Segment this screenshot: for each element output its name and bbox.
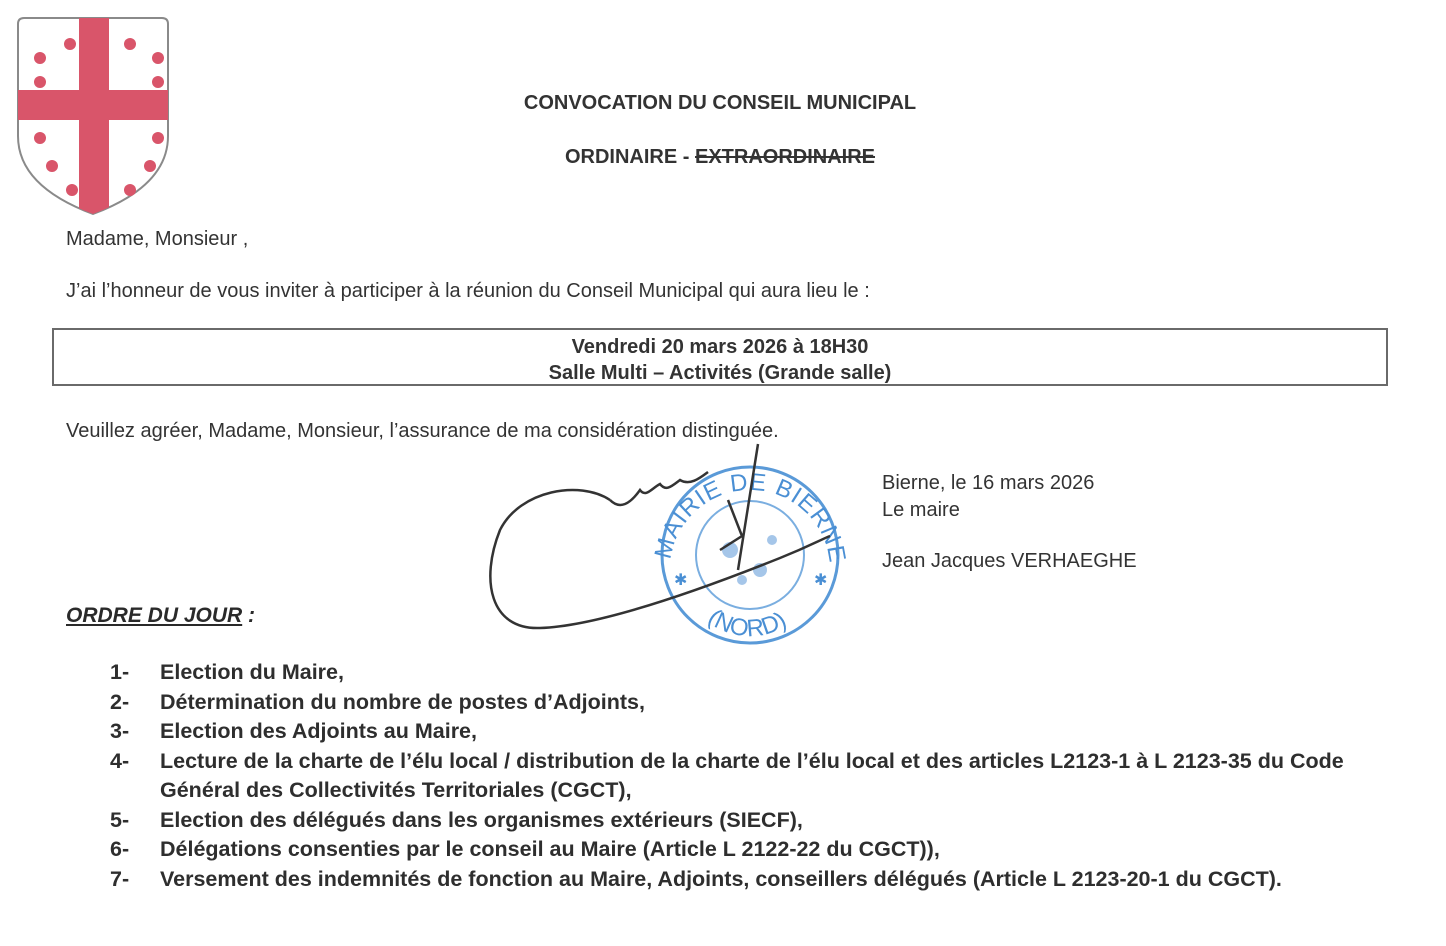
svg-text:✱: ✱ bbox=[814, 572, 828, 589]
agenda-item-text: Election des Adjoints au Maire, bbox=[160, 719, 477, 743]
place-date: Bierne, le 16 mars 2026 bbox=[882, 472, 1095, 494]
meeting-datetime: Vendredi 20 mars 2026 à 18H30 bbox=[571, 336, 869, 358]
meeting-type-selected: ORDINAIRE bbox=[564, 146, 678, 168]
signature-block bbox=[882, 470, 1137, 575]
agenda-item-number: 2- bbox=[110, 689, 130, 714]
agenda-item bbox=[110, 717, 1400, 747]
agenda-item-number: 7- bbox=[110, 866, 130, 891]
signature-and-stamp bbox=[480, 440, 860, 650]
agenda-item bbox=[110, 658, 1400, 688]
agenda-item-text: Election du Maire, bbox=[160, 660, 344, 684]
agenda-item-number: 3- bbox=[110, 719, 130, 743]
agenda-item-number: 6- bbox=[110, 837, 130, 861]
agenda-item bbox=[110, 747, 1400, 806]
agenda-item bbox=[110, 865, 1400, 895]
agenda-item bbox=[110, 806, 1400, 836]
coat-of-arms-icon bbox=[12, 16, 174, 216]
agenda-item-text: Détermination du nombre de postes d’Adjoints, bbox=[160, 689, 645, 714]
agenda-title-colon: : bbox=[242, 604, 256, 627]
signer-role: Le maire bbox=[882, 499, 960, 521]
agenda-item bbox=[110, 835, 1400, 865]
agenda-item-text: Délégations consenties par le conseil au Maire (Article L 2122-22 du CGCT)), bbox=[160, 837, 940, 861]
meeting-type-separator: - bbox=[677, 146, 695, 168]
agenda-item-text: Versement des indemnités de fonction au Maire, Adjoints, conseillers délégués (Article L 2123-20-1 du CGCT). bbox=[160, 866, 1282, 891]
document-title: CONVOCATION DU CONSEIL MUNICIPAL bbox=[523, 92, 917, 114]
agenda-item-number: 5- bbox=[110, 807, 130, 832]
agenda-title bbox=[66, 604, 255, 628]
agenda-title-text: ORDRE DU JOUR bbox=[66, 604, 243, 627]
agenda-item bbox=[110, 688, 1400, 718]
salutation: Madame, Monsieur , bbox=[66, 228, 249, 250]
agenda-item-number: 4- bbox=[110, 748, 130, 773]
svg-text:✱: ✱ bbox=[674, 572, 688, 589]
agenda-item-text: Election des délégués dans les organismes extérieurs (SIECF), bbox=[160, 807, 803, 832]
meeting-type bbox=[0, 146, 1440, 169]
meeting-type-struck: EXTRAORDINAIRE bbox=[695, 146, 876, 168]
invitation-text: J’ai l’honneur de vous inviter à participer à la réunion du Conseil Municipal qui aura lieu le : bbox=[66, 280, 870, 302]
signer-name: Jean Jacques VERHAEGHE bbox=[882, 550, 1137, 572]
agenda-list bbox=[110, 658, 1400, 894]
svg-text:MAIRIE DE BIERNE: MAIRIE DE BIERNE bbox=[649, 468, 851, 565]
svg-text:(NORD): (NORD) bbox=[703, 603, 792, 643]
agenda-item-number: 1- bbox=[110, 660, 130, 684]
closing-text: Veuillez agréer, Madame, Monsieur, l’assurance de ma considération distinguée. bbox=[66, 420, 779, 442]
meeting-location: Salle Multi – Activités (Grande salle) bbox=[548, 362, 892, 384]
agenda-item-text: Lecture de la charte de l’élu local / distribution de la charte de l’élu local et des articles L2123-1 à L 2123-35 du Code Général des Collectivités Territoriales (CGCT), bbox=[160, 748, 1344, 802]
meeting-details-box bbox=[52, 328, 1388, 386]
